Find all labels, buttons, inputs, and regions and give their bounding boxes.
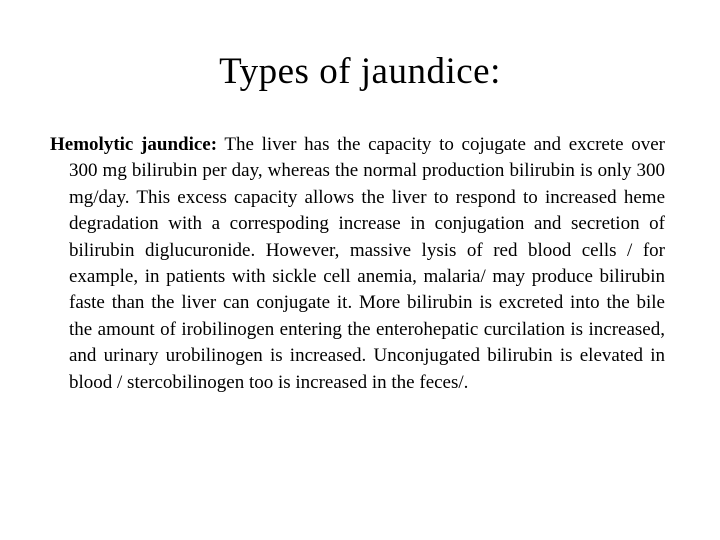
term-hemolytic-jaundice: Hemolytic jaundice:: [50, 134, 218, 155]
paragraph-text: The liver has the capacity to cojugate and excrete over 300 mg bilirubin per day, whereas the normal production bilirubin is only 300 mg/day. This excess capacity allows the liver to respond to increased heme degradation with a correspoding increase in conjugation and secretion of bilirubin diglucuronide. However, massive lysis of red blood cells / for example, in patients with sickle cell anemia, malaria/ may produce bilirubin faste than the liver can conjugate it. More bilirubin is excreted into the bile the amount of irobilinogen entering the enterohepatic curcilation is increased, and urinary urobilinogen is increased. Unconjugated bilirubin is elevated in blood / stercobilinogen too is increased in the feces/.: [69, 134, 666, 393]
slide-body: [50, 132, 665, 396]
slide-title: Types of jaundice:: [219, 51, 501, 92]
hemolytic-jaundice-paragraph: [50, 132, 665, 396]
